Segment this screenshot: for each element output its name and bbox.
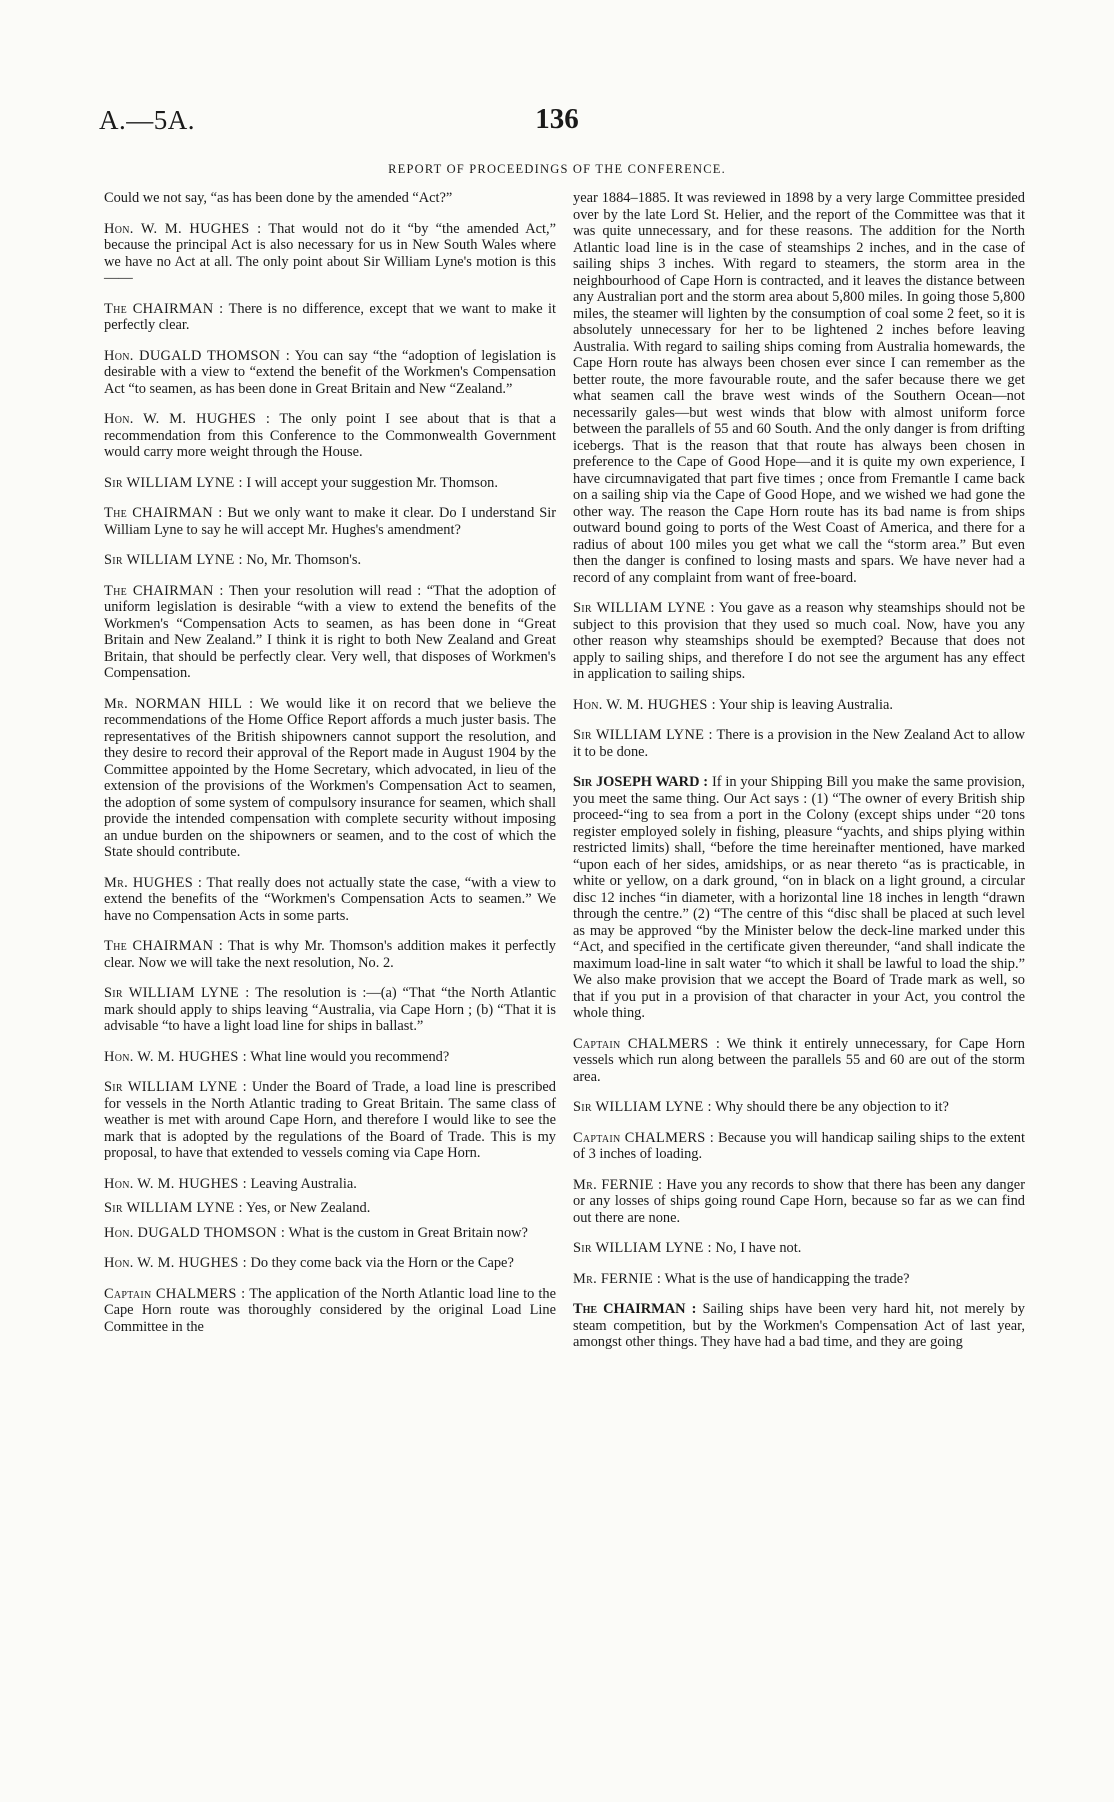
paragraph: [104, 1255, 556, 1272]
paragraph: [104, 1079, 556, 1162]
paragraph-text: No, I have not.: [715, 1240, 802, 1256]
paragraph: [573, 1036, 1025, 1086]
paragraph-text: Could we not say, “as has been done by the amended “Act?”: [104, 190, 453, 206]
paragraph-text: That really does not actually state the case, “with a view to extend the benefits of the “Workmen's Compensation Acts to seamen.” We have no Compensation Acts in some parts.: [104, 874, 556, 924]
speaker: The CHAIRMAN :: [104, 582, 224, 599]
speaker: The CHAIRMAN :: [104, 505, 223, 521]
paragraph-text: I will accept your suggestion Mr. Thomson.: [246, 474, 498, 491]
speaker: Captain CHALMERS :: [104, 1285, 246, 1302]
paragraph-text: Do they come back via the Horn or the Cape?: [250, 1255, 514, 1271]
paragraph-text: What line would you recommend?: [250, 1048, 450, 1065]
speaker: The CHAIRMAN :: [573, 1301, 697, 1317]
paragraph-text: What is the use of handicapping the trade?: [664, 1270, 910, 1287]
speaker: Sir WILLIAM LYNE :: [104, 1079, 247, 1095]
paragraph: [573, 600, 1025, 683]
paragraph-text: Under the Board of Trade, a load line is prescribed for vessels in the North Atlantic trading to Great Britain. The same class of weather is met with around Cape Horn, and therefore I would like to see the mark that is adopted by the regulations of the Board of Trade. This is my proposal, to have that extended to vessels coming via Cape Horn.: [104, 1079, 557, 1161]
paragraph: [573, 727, 1025, 760]
speaker: Sir WILLIAM LYNE :: [573, 1240, 712, 1256]
paragraph-text: The only point I see about that is that a recommendation from this Conference to the Commonwealth Government would carry more weight through the House.: [104, 411, 556, 460]
paragraph: [104, 1225, 556, 1242]
paragraph: [104, 696, 556, 861]
speaker: Mr. NORMAN HILL :: [104, 695, 254, 712]
paragraph-text: That is why Mr. Thomson's addition makes it perfectly clear. Now we will take the next resolution, No. 2.: [104, 938, 557, 971]
speaker: Mr. HUGHES :: [104, 874, 203, 891]
paragraph: [573, 190, 1025, 586]
speaker: Mr. FERNIE :: [573, 1270, 662, 1287]
paragraph: [104, 938, 556, 971]
paragraph: [104, 1286, 556, 1336]
paragraph: [104, 475, 556, 492]
paragraph-text: Yes, or New Zealand.: [245, 1200, 371, 1216]
paragraph: [573, 1301, 1025, 1351]
speaker: The CHAIRMAN :: [104, 938, 224, 954]
paragraph-text: Have you any records to show that there has been any danger or any losses of ships going round Cape Horn, because so far as we can find out there are none.: [573, 1176, 1025, 1226]
paragraph: [573, 697, 1025, 714]
speaker: Sir WILLIAM LYNE :: [104, 1200, 243, 1216]
speaker: Sir JOSEPH WARD :: [573, 774, 709, 790]
page-number: 136: [535, 103, 579, 135]
paragraph-text: We think it entirely unnecessary, for Cape Horn vessels which run along between the parallels 55 and 60 are out of the storm area.: [573, 1035, 1025, 1085]
speaker: Hon. W. M. HUGHES :: [104, 220, 262, 237]
speaker: Sir WILLIAM LYNE :: [104, 474, 243, 491]
paragraph: [104, 190, 556, 207]
paragraph-text: Leaving Australia.: [250, 1175, 357, 1192]
paragraph: [573, 1177, 1025, 1227]
speaker: Captain CHALMERS :: [573, 1035, 721, 1052]
speaker: Sir WILLIAM LYNE :: [104, 552, 243, 568]
paragraph: [104, 301, 556, 334]
paragraph: [573, 1099, 1025, 1116]
paragraph: [104, 348, 556, 398]
running-head: REPORT OF PROCEEDINGS OF THE CONFERENCE.: [388, 162, 726, 176]
paragraph: [104, 583, 556, 682]
paragraph-text: You can say “the “adoption of legislation is desirable with a view to “extend the benefit of the Workmen's Compensation Act “to seamen, as has been done in Great Britain and New “Zealand.”: [104, 347, 556, 397]
speaker: Sir WILLIAM LYNE :: [104, 985, 250, 1001]
speaker: Hon. DUGALD THOMSON :: [104, 347, 291, 364]
paragraph-text: The application of the North Atlantic load line to the Cape Horn route was thoroughly considered by the original Load Line Committee in the: [104, 1285, 556, 1335]
paragraph: [573, 1271, 1025, 1288]
speaker: Hon. W. M. HUGHES :: [104, 1175, 247, 1192]
paragraph-text: Then your resolution will read : “That the adoption of uniform legislation is desirable “with a view to extend the benefits of the Workmen's “Compensation Acts to seamen, as has been done in “Great Britain and New Zealand.” I think it is right to both New Zealand and Great Britain, that should be perfectly clear. Very well, that disposes of Workmen's Compensation.: [104, 582, 556, 681]
paragraph: [104, 875, 556, 925]
paragraph: [104, 1200, 556, 1217]
paragraph-text: You gave as a reason why steamships should not be subject to this provision that they used so much coal. Now, have you any other reason why steamships should be exempted? Because that does not apply to sailing ships, and therefore I do not see the argument has any effect in application to sailing ships.: [573, 600, 1026, 682]
paragraph-text: No, Mr. Thomson's.: [246, 552, 362, 568]
paragraph: [104, 1049, 556, 1066]
paragraph-text: We would like it on record that we believe the recommendations of the Home Office Report affords a much juster basis. The representatives of the British shipowners cannot support the resolution, and they desire to record their approval of the Report made in August 1904 by the Committee appointed by the Home Secretary, which advocated, in lieu of the extension of the provisions of the Workmen's Compensation Act to seamen, the adoption of some system of compulsory insurance for seamen, which shall provide the intended compensation with complete security without imposing an undue burden on the shipowners or seamen, and to the cost of which the State should contribute.: [104, 695, 556, 860]
paragraph: [573, 1240, 1025, 1257]
speaker: Hon. W. M. HUGHES :: [104, 1048, 247, 1065]
paragraph-text: Because you will handicap sailing ships to the extent of 3 inches of loading.: [573, 1129, 1025, 1162]
speaker: Hon. DUGALD THOMSON :: [104, 1224, 286, 1241]
paragraph-text: That would not do it “by “the amended Act,” because the principal Act is also necessary for us in New South Wales where we have no Act at all. The only point about Sir William Lyne's motion is this——: [104, 220, 556, 286]
speaker: Captain CHALMERS :: [573, 1129, 715, 1146]
paragraph: [573, 1130, 1025, 1163]
paragraph-text: year 1884–1885. It was reviewed in 1898 by a very large Committee presided over by the late Lord St. Helier, and the report of the Committee was that it was quite unnecessary, and for these reasons. The addition for the North Atlantic load line is in the case of steamships 2 inches, and in the case of sailing ships 3 inches. With regard to steamers, the storm area in the neighbourhood of Cape Horn is contracted, and it leaves the distance between any Australian port and the storm area about 5,800 miles. In going those 5,800 miles, the steamer will lighten by the consumption of coal some 2 feet, so it is absolutely unnecessary for her to be lightened 2 inches before leaving Australia. With regard to sailing ships coming from Australia homewards, the Cape Horn route has always been chosen ever since I can remember as the better route, the more favourable route, and the safer because there we get what seamen call the brave west winds of the Southern Ocean—not necessarily gales—but west winds that blow with almost uniform force between the parallels of 55 and 60 South. And the only danger is from drifting icebergs. That is the reason that that route has always been chosen in preference to the Cape of Good Hope—and it is quite my own experience, I have circumnavigated that part five times ; once from Fremantle I came back on a sailing ship via the Cape of Good Hope, and we wished we had gone the other way. The reason the Cape Horn route has its bad name is from ships outward bound going to ports of the West Coast of America, and there for a radius of about 100 miles you get what we call the “storm area.” But even then the danger is confined to losing masts and spars. We have never had a record of any complaint from want of free-board.: [573, 190, 1025, 586]
paragraph-text: If in your Shipping Bill you make the same provision, you meet the same thing. Our Act says : (1) “The owner of every British ship proceed-“ing to sea from a port in the Colony (except ships under “20 tons register employed solely in fishing, pleasure “yachts, and ships plying within restricted limits) shall, “before the time hereinafter mentioned, have marked “upon each of her sides, amidships, or as near thereto “as is practicable, in white or yellow, on a dark ground, “on in black on a light ground, a circular disc 12 inches “in diameter, with a horizontal line 18 inches in length “drawn through the centre.” (2) “The centre of this “disc shall be placed at such level as may be approved “by the Minister below the deck-line marked under this “Act, and specified in the certificate given thereunder, “and shall indicate the maximum load-line in salt water “to which it shall be lawful to load the ship.” We also make provision that we accept the Board of Trade mark as well, so that if you put in a provision of that character in your Act, you control the whole thing.: [573, 774, 1026, 1021]
left-column: [104, 190, 556, 1349]
paragraph-text: The resolution is :—(a) “That “the North Atlantic mark should apply to ships leaving “Australia, via Cape Horn ; (b) “That it is advisable “to have a light load line for ships in ballast.”: [104, 985, 556, 1034]
paragraph-text: Why should there be any objection to it?: [715, 1099, 949, 1115]
paragraph: [104, 411, 556, 461]
paragraph-text: What is the custom in Great Britain now?: [288, 1224, 528, 1241]
speaker: Sir WILLIAM LYNE :: [573, 727, 713, 743]
paragraph: [104, 1176, 556, 1193]
paragraph-text: There is no difference, except that we want to make it perfectly clear.: [104, 300, 556, 333]
speaker: Mr. FERNIE :: [573, 1176, 663, 1193]
paragraph: [104, 552, 556, 569]
speaker: Sir WILLIAM LYNE :: [573, 600, 715, 616]
right-column: [573, 190, 1025, 1365]
paragraph: [104, 221, 556, 287]
document-reference: A.—5A.: [99, 105, 195, 135]
speaker: The CHAIRMAN :: [104, 300, 224, 317]
paragraph: [573, 774, 1025, 1022]
speaker: Hon. W. M. HUGHES :: [104, 411, 271, 427]
paragraph: [104, 505, 556, 538]
paragraph-text: Sailing ships have been very hard hit, not merely by steam competition, but by the Workmen's Compensation Act of last year, amongst other things. They have had a bad time, and they are going: [573, 1301, 1025, 1350]
speaker: Hon. W. M. HUGHES :: [573, 696, 716, 713]
paragraph-text: But we only want to make it clear. Do I understand Sir William Lyne to say he will accept Mr. Hughes's amendment?: [104, 505, 556, 538]
paragraph-text: There is a provision in the New Zealand Act to allow it to be done.: [573, 727, 1025, 760]
speaker: Hon. W. M. HUGHES :: [104, 1255, 247, 1271]
paragraph-text: Your ship is leaving Australia.: [718, 696, 893, 713]
speaker: Sir WILLIAM LYNE :: [573, 1099, 712, 1115]
paragraph: [104, 985, 556, 1035]
